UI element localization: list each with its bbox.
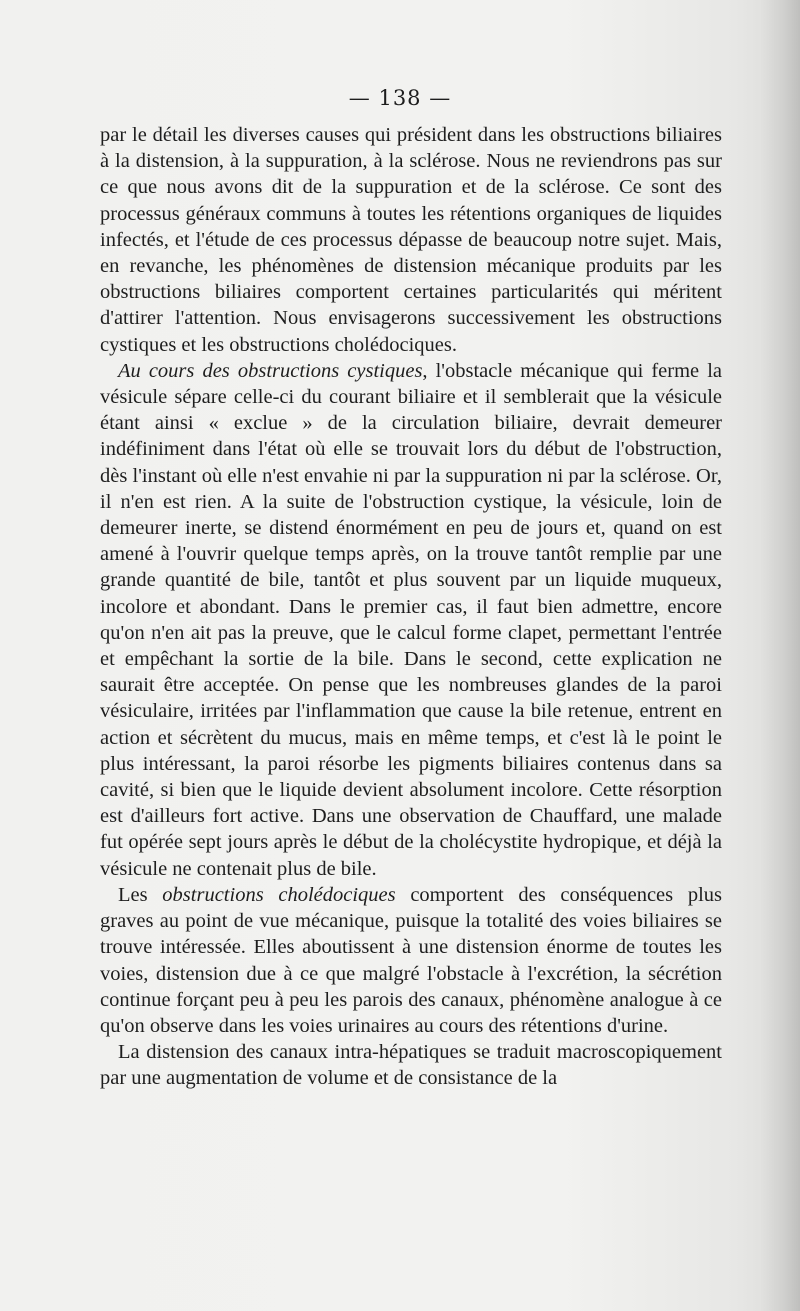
page-number: — 138 — [348,86,452,110]
binding-shadow [760,0,800,1311]
paragraph-3-lead: Les [118,883,163,906]
paragraph-3-italic-lead: obstructions cholédociques [162,883,396,906]
paragraph-4-text: La distension des canaux intra-hépatiques se traduit macroscopiquement par une augmentation de volume et de consistance de la [100,1041,722,1090]
paragraph-4 [100,1039,722,1091]
paragraph-1 [100,122,722,358]
body-text [100,122,722,1092]
paragraph-2 [100,358,722,882]
paragraph-2-text: , l'obstacle mécanique qui ferme la vésicule sépare celle-ci du courant biliaire et il semblerait que la vésicule étant ainsi « exclue » de la circulation biliaire, devrait demeurer indéfiniment dans l'état où elle se trouvait lors du début de l'obstruction, dès l'instant où elle n'est envahie ni par la suppuration ni par la sclérose. Or, il n'en est rien. A la suite de l'obstruction cystique, la vésicule, loin de demeurer inerte, se distend énormément en peu de jours et, quand on est amené à l'ouvrir quelque temps après, on la trouve tantôt remplie par une grande quantité de bile, tantôt et plus souvent par un liquide muqueux, incolore et abondant. Dans le premier cas, il faut bien admettre, encore qu'on n'en ait pas la preuve, que le calcul forme clapet, permettant l'entrée et empêchant la sortie de la bile. Dans le second, cette explication ne saurait être acceptée. On pense que les nombreuses glandes de la paroi vésiculaire, irritées par l'inflammation que cause la bile retenue, entrent en action et sécrètent du mucus, mais en même temps, et c'est là le point le plus intéressant, la paroi résorbe les pigments biliaires contenus dans sa cavité, si bien que le liquide devient absolument incolore. Cette résorption est d'ailleurs fort active. Dans une observation de Chauffard, une malade fut opérée sept jours après le début de la cholécystite hydropique, et déjà la vésicule ne contenait plus de bile. [100,359,722,880]
paragraph-3 [100,882,722,1039]
paragraph-3-text: comportent des conséquences plus graves au point de vue mécanique, puisque la totalité des voies biliaires se trouve intéressée. Elles aboutissent à une distension énorme de toutes les voies, distension due à ce que malgré l'obstacle à l'excrétion, la sécrétion continue forçant peu à peu les parois des canaux, phénomène analogue à ce qu'on observe dans les voies urinaires au cours des rétentions d'urine. [100,883,722,1037]
paragraph-2-italic-lead: Au cours des obstructions cystiques [118,359,423,382]
paragraph-1-text: par le détail les diverses causes qui président dans les obstructions biliaires à la distension, à la suppuration, à la sclérose. Nous ne reviendrons pas sur ce que nous avons dit de la suppuration et de la sclérose. Ce sont des processus généraux communs à toutes les rétentions organiques de liquides infectés, et l'étude de ces processus dépasse de beaucoup notre sujet. Mais, en revanche, les phénomènes de distension mécanique produits par les obstructions biliaires comportent certaines particularités qui méritent d'attirer l'attention. Nous envisagerons successivement les obstructions cystiques et les obstructions cholédociques. [100,124,722,356]
